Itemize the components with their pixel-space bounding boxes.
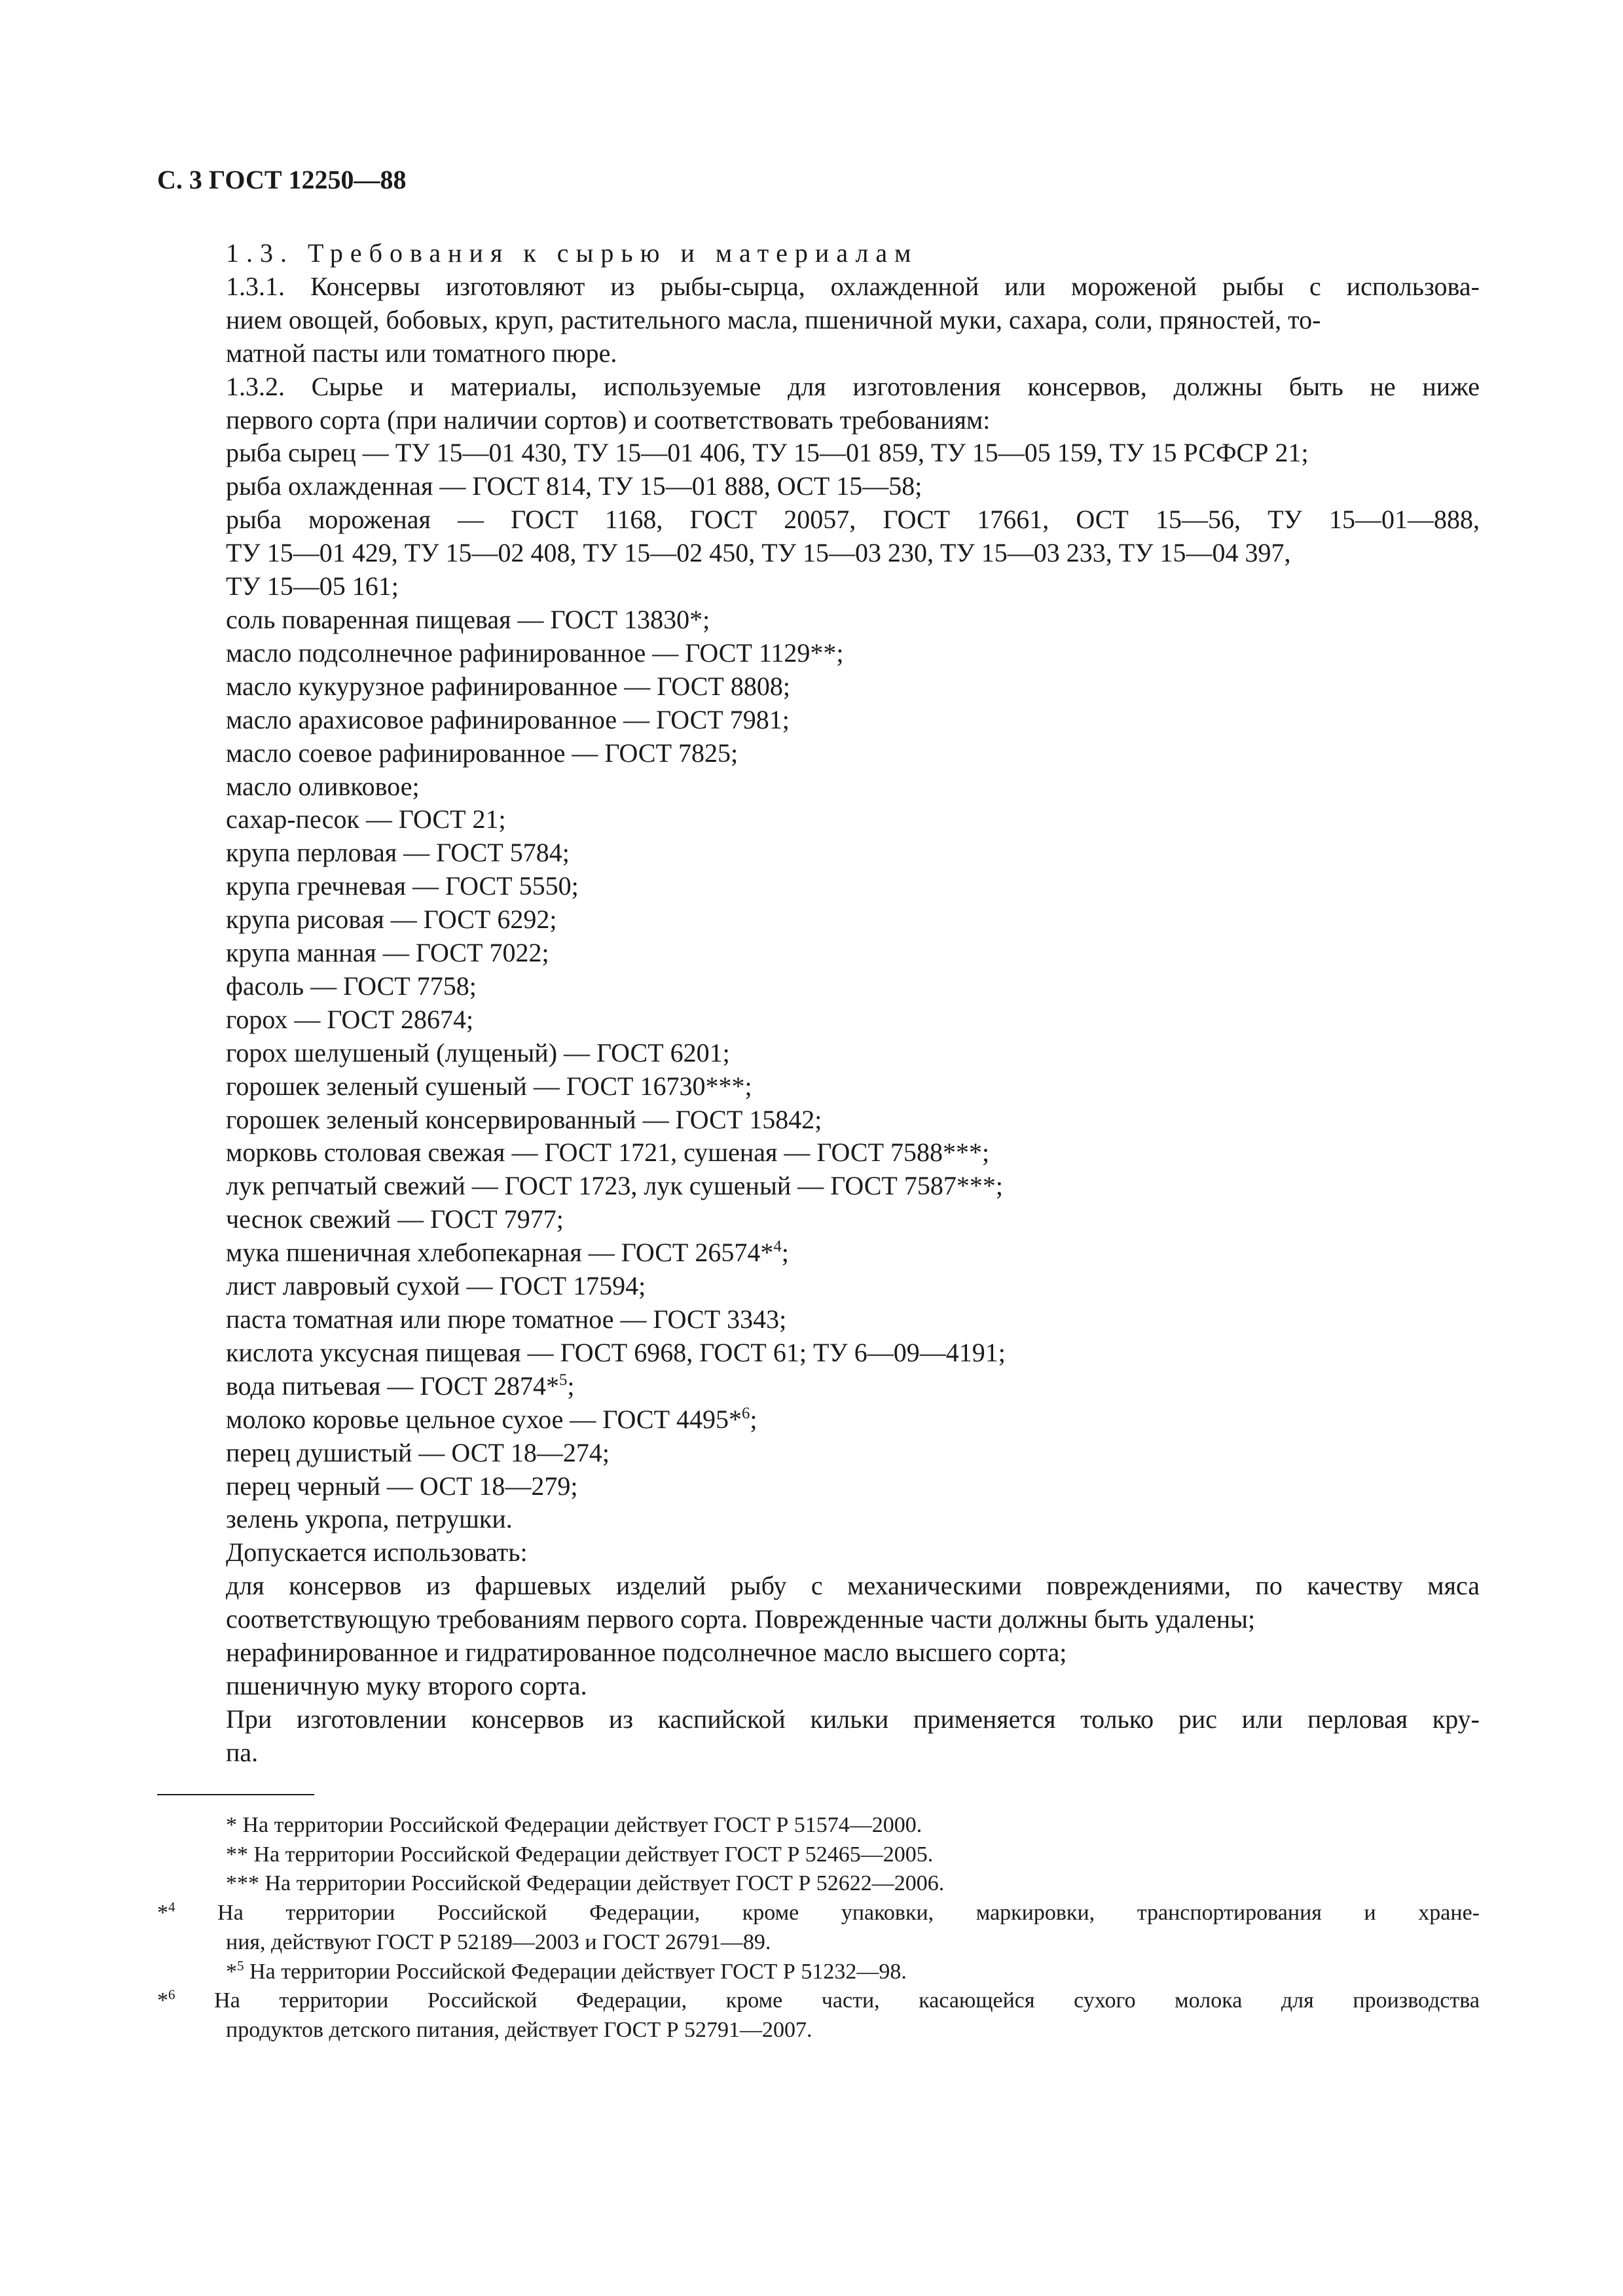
material-tail: ; xyxy=(567,1371,575,1401)
footnote-marker: *** xyxy=(226,1871,259,1896)
footnote-line xyxy=(157,1958,1480,1987)
document-body xyxy=(157,237,1480,1770)
material-item xyxy=(157,1437,1480,1470)
footnote-line xyxy=(157,1811,1480,1840)
material-item xyxy=(157,603,1480,637)
material-item xyxy=(157,1470,1480,1503)
material-text: соль поваренная пищевая — ГОСТ 13830*; xyxy=(226,604,710,634)
footnote-ref: 4 xyxy=(773,1238,782,1256)
material-text: молоко коровье цельное сухое — ГОСТ 4495* xyxy=(226,1404,742,1434)
material-item xyxy=(157,704,1480,737)
material-text: зелень укропа, петрушки. xyxy=(226,1504,513,1534)
material-text: лук репчатый свежий — ГОСТ 1723, лук сушеный — ГОСТ 7587***; xyxy=(226,1171,1003,1201)
material-text: масло арахисовое рафинированное — ГОСТ 7981; xyxy=(226,704,790,734)
footnote-text: На территории Российской Федерации, кроме упаковки, маркировки, транспортирования и хране- xyxy=(217,1901,1480,1926)
paragraph-line: При изготовлении консервов из каспийской кильки применяется только рис или перловая кру- xyxy=(226,1704,1480,1734)
list-item: нерафинированное и гидратированное подсолнечное масло высшего сорта; xyxy=(226,1638,1067,1668)
footnote xyxy=(157,1986,1480,2045)
paragraph-line: матной пасты или томатного пюре. xyxy=(226,338,617,368)
footnote-marker: * xyxy=(226,1959,237,1984)
material-text: лист лавровый сухой — ГОСТ 17594; xyxy=(226,1271,646,1301)
footnote-line xyxy=(157,1986,1480,2016)
material-text: масло соевое рафинированное — ГОСТ 7825; xyxy=(226,738,739,768)
material-text: горошек зеленый консервированный — ГОСТ 15842; xyxy=(226,1104,822,1134)
footnote-text: ния, действуют ГОСТ Р 52189—2003 и ГОСТ 26791—89. xyxy=(226,1929,771,1954)
material-item xyxy=(157,1236,1480,1270)
material-item xyxy=(157,937,1480,970)
footnote-line xyxy=(157,1899,1480,1928)
footnote-marker-sup: 6 xyxy=(168,1986,175,2003)
footnote-text: продуктов детского питания, действует ГОСТ Р 52791—2007. xyxy=(226,2017,812,2042)
footnote-marker-sup: 4 xyxy=(168,1899,175,1915)
materials-list xyxy=(157,603,1480,1536)
paragraph-1-3-1 xyxy=(157,270,1480,370)
list-item xyxy=(157,1570,1480,1636)
paragraph-1-3-2 xyxy=(157,370,1480,437)
material-text: перец душистый — ОСТ 18—274; xyxy=(226,1437,610,1467)
footnote-line xyxy=(157,2016,1480,2045)
list-item: рыба сырец — ТУ 15—01 430, ТУ 15—01 406, ТУ 15—01 859, ТУ 15—05 159, ТУ 15 РСФСР 21; xyxy=(226,438,1309,468)
material-text: морковь столовая свежая — ГОСТ 1721, сушеная — ГОСТ 7588***; xyxy=(226,1138,990,1168)
material-text: паста томатная или пюре томатное — ГОСТ 3343; xyxy=(226,1304,787,1334)
material-text: мука пшеничная хлебопекарная — ГОСТ 26574* xyxy=(226,1238,774,1268)
material-item xyxy=(157,670,1480,704)
material-text: сахар-песок — ГОСТ 21; xyxy=(226,804,506,834)
paragraph-line: рыба мороженая — ГОСТ 1168, ГОСТ 20057, ГОСТ 17661, ОСТ 15—56, ТУ 15—01—888, xyxy=(226,505,1480,535)
paragraph-line: соответствующую требованиям первого сорта. Поврежденные части должны быть удалены; xyxy=(226,1604,1256,1634)
material-item xyxy=(157,637,1480,670)
page-header: С. 3 ГОСТ 12250—88 xyxy=(157,165,407,194)
material-item xyxy=(157,970,1480,1003)
footnote-marker: ** xyxy=(226,1842,248,1867)
material-text: перец черный — ОСТ 18—279; xyxy=(226,1471,578,1501)
material-item xyxy=(157,1037,1480,1070)
material-item xyxy=(157,1070,1480,1103)
material-text: масло кукурузное рафинированное — ГОСТ 8808; xyxy=(226,671,790,701)
list-item: пшеничную муку второго сорта. xyxy=(226,1670,587,1700)
list-item xyxy=(157,1703,1480,1770)
footnote-text: На территории Российской Федерации действует ГОСТ Р 52622—2006. xyxy=(264,1871,945,1896)
material-item xyxy=(157,1136,1480,1170)
material-item xyxy=(157,903,1480,937)
material-item xyxy=(157,1270,1480,1303)
footnote xyxy=(157,1811,1480,1840)
material-tail: ; xyxy=(781,1238,789,1268)
footnote-divider xyxy=(157,1794,314,1795)
material-item xyxy=(157,1103,1480,1137)
footnote-text: На территории Российской Федерации, кроме части, касающейся сухого молока для производства xyxy=(214,1988,1480,2013)
material-item xyxy=(157,737,1480,770)
footnote xyxy=(157,1840,1480,1870)
paragraph-line: 1.3.1. Консервы изготовляют из рыбы-сырца, охлажденной или мороженой рыбы с использова- xyxy=(226,271,1480,301)
material-item xyxy=(157,1303,1480,1336)
material-item xyxy=(157,1336,1480,1370)
footnote xyxy=(157,1958,1480,1987)
list-item: рыба охлажденная — ГОСТ 814, ТУ 15—01 888, ОСТ 15—58; xyxy=(226,471,922,501)
material-text: масло оливковое; xyxy=(226,771,420,801)
footnote-marker-sup: 5 xyxy=(237,1957,244,1973)
footnote-text: На территории Российской Федерации действует ГОСТ Р 51574—2000. xyxy=(242,1813,922,1837)
list-item: Допускается использовать: xyxy=(226,1537,528,1568)
paragraph-line: па. xyxy=(226,1737,259,1767)
footnote-marker: * xyxy=(226,1813,237,1837)
material-item xyxy=(157,770,1480,804)
footnote-ref: 6 xyxy=(742,1404,750,1422)
material-text: вода питьевая — ГОСТ 2874* xyxy=(226,1371,559,1401)
list-item xyxy=(157,503,1480,603)
material-item xyxy=(157,1003,1480,1037)
material-text: горошек зеленый сушеный — ГОСТ 16730***; xyxy=(226,1071,752,1101)
footnote-marker: * xyxy=(157,1901,168,1926)
material-item xyxy=(157,803,1480,836)
paragraph-line: нием овощей, бобовых, круп, растительного масла, пшеничной муки, сахара, соли, пряностей, то- xyxy=(226,304,1321,334)
footnote-line xyxy=(157,1840,1480,1870)
footnote xyxy=(157,1869,1480,1899)
material-item xyxy=(157,1503,1480,1536)
material-item xyxy=(157,1403,1480,1437)
paragraph-line: первого сорта (при наличии сортов) и соответствовать требованиям: xyxy=(226,404,991,435)
material-text: масло подсолнечное рафинированное — ГОСТ 1129**; xyxy=(226,637,844,668)
footnote-line xyxy=(157,1928,1480,1958)
paragraph-line: ТУ 15—01 429, ТУ 15—02 408, ТУ 15—02 450, ТУ 15—03 230, ТУ 15—03 233, ТУ 15—04 397, xyxy=(226,538,1291,568)
material-text: горох — ГОСТ 28674; xyxy=(226,1004,474,1034)
material-text: чеснок свежий — ГОСТ 7977; xyxy=(226,1204,564,1234)
footnote-text: На территории Российской Федерации действует ГОСТ Р 52465—2005. xyxy=(253,1842,934,1867)
footnote-line xyxy=(157,1869,1480,1899)
material-text: фасоль — ГОСТ 7758; xyxy=(226,971,477,1001)
material-item xyxy=(157,1203,1480,1236)
material-item xyxy=(157,1370,1480,1403)
material-text: крупа манная — ГОСТ 7022; xyxy=(226,938,549,968)
section-title: 1.3. Требования к сырью и материалам xyxy=(226,238,919,268)
material-item xyxy=(157,870,1480,903)
material-text: крупа гречневая — ГОСТ 5550; xyxy=(226,871,579,901)
paragraph-line: 1.3.2. Сырье и материалы, используемые для изготовления консервов, должны быть не ниже xyxy=(226,371,1480,401)
material-text: кислота уксусная пищевая — ГОСТ 6968, ГОСТ 61; ТУ 6—09—4191; xyxy=(226,1337,1006,1367)
material-tail: ; xyxy=(750,1404,757,1434)
footnotes xyxy=(157,1811,1480,2045)
paragraph-line: ТУ 15—05 161; xyxy=(226,571,399,601)
material-text: крупа рисовая — ГОСТ 6292; xyxy=(226,905,557,935)
paragraph-line: для консервов из фаршевых изделий рыбу с механическими повреждениями, по качеству мяса xyxy=(226,1571,1480,1601)
footnote-ref: 5 xyxy=(558,1371,568,1389)
material-item xyxy=(157,1170,1480,1203)
material-item xyxy=(157,836,1480,870)
footnote-marker: * xyxy=(157,1988,168,2013)
material-text: горох шелушеный (лущеный) — ГОСТ 6201; xyxy=(226,1037,730,1067)
footnote xyxy=(157,1899,1480,1957)
material-text: крупа перловая — ГОСТ 5784; xyxy=(226,838,570,868)
footnote-text: На территории Российской Федерации действует ГОСТ Р 51232—98. xyxy=(249,1959,907,1984)
